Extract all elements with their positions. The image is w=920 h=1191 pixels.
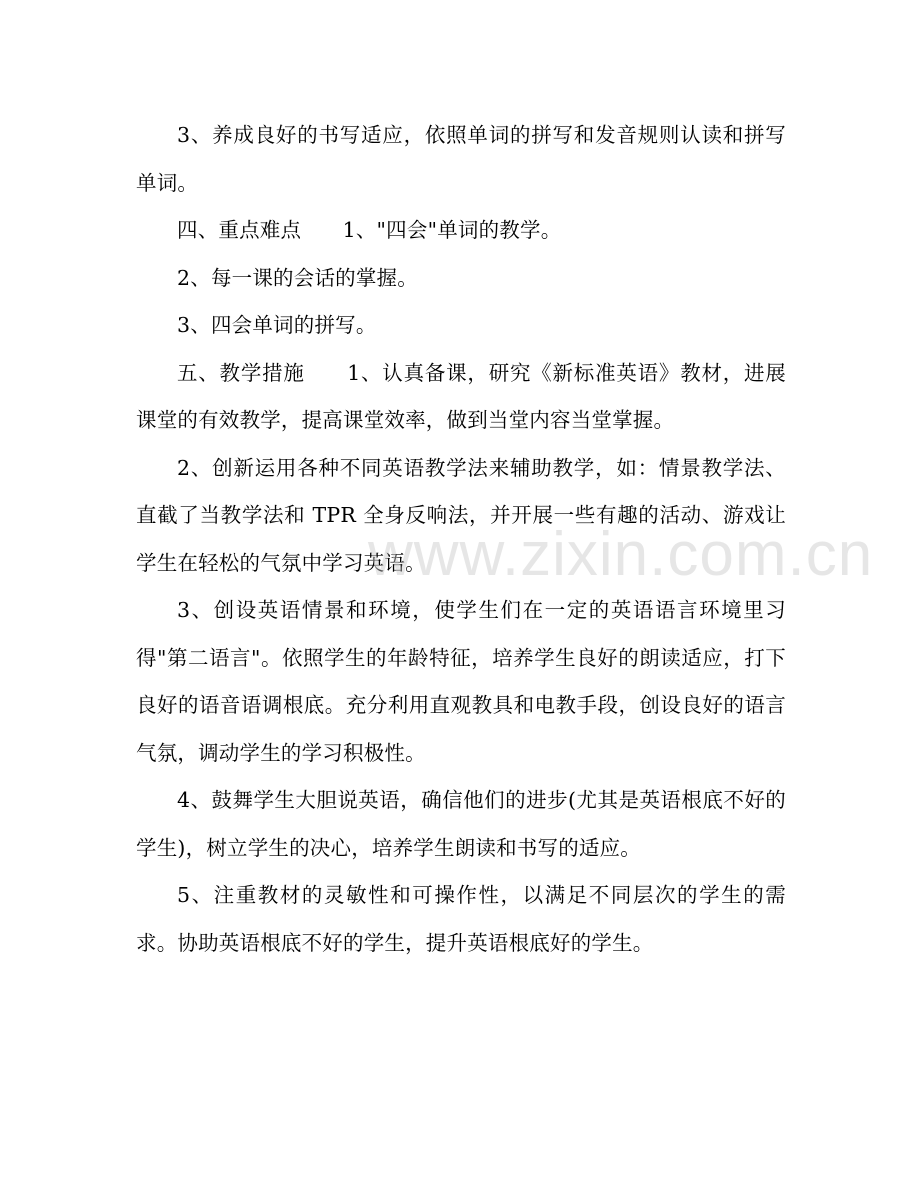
paragraph-key-difficulties: 四、重点难点 1、"四会"单词的教学。 [177,218,562,242]
watermark: www.zixin.com.cn [368,520,874,589]
paragraph-dialogue-mastery: 2、每一课的会话的掌握。 [177,265,418,290]
paragraph-language-environment: 3、创设英语情景和环境，使学生们在一定的英语语言环境里习得"第二语言"。依照学生的年龄特征，培养学生良好的朗读适应，打下良好的语音语调根底。充分利用直观教具和电教手段，创设良好的语言气氛，调动学生的学习积极性。 [136,598,786,765]
document-body [136,112,786,967]
paragraph-encourage-speaking: 4、鼓舞学生大胆说英语，确信他们的进步(尤其是英语根底不好的学生)，树立学生的决心，培养学生朗读和书写的适应。 [136,788,786,860]
paragraph-teaching-measures: 五、教学措施 1、认真备课，研究《新标准英语》教材，进展课堂的有效教学，提高课堂效率，做到当堂内容当堂掌握。 [136,360,786,432]
paragraph-teaching-methods: 2、创新运用各种不同英语教学法来辅助教学，如：情景教学法、直截了当教学法和 TPR 全身反响法，并开展一些有趣的活动、游戏让学生在轻松的气氛中学习英语。 [136,455,786,575]
paragraph-flexible-materials: 5、注重教材的灵敏性和可操作性，以满足不同层次的学生的需求。协助英语根底不好的学生，提升英语根底好的学生。 [136,883,786,955]
paragraph-word-spelling: 3、四会单词的拼写。 [177,313,377,337]
paragraph-writing-habit: 3、养成良好的书写适应，依照单词的拼写和发音规则认读和拼写单词。 [136,123,786,195]
